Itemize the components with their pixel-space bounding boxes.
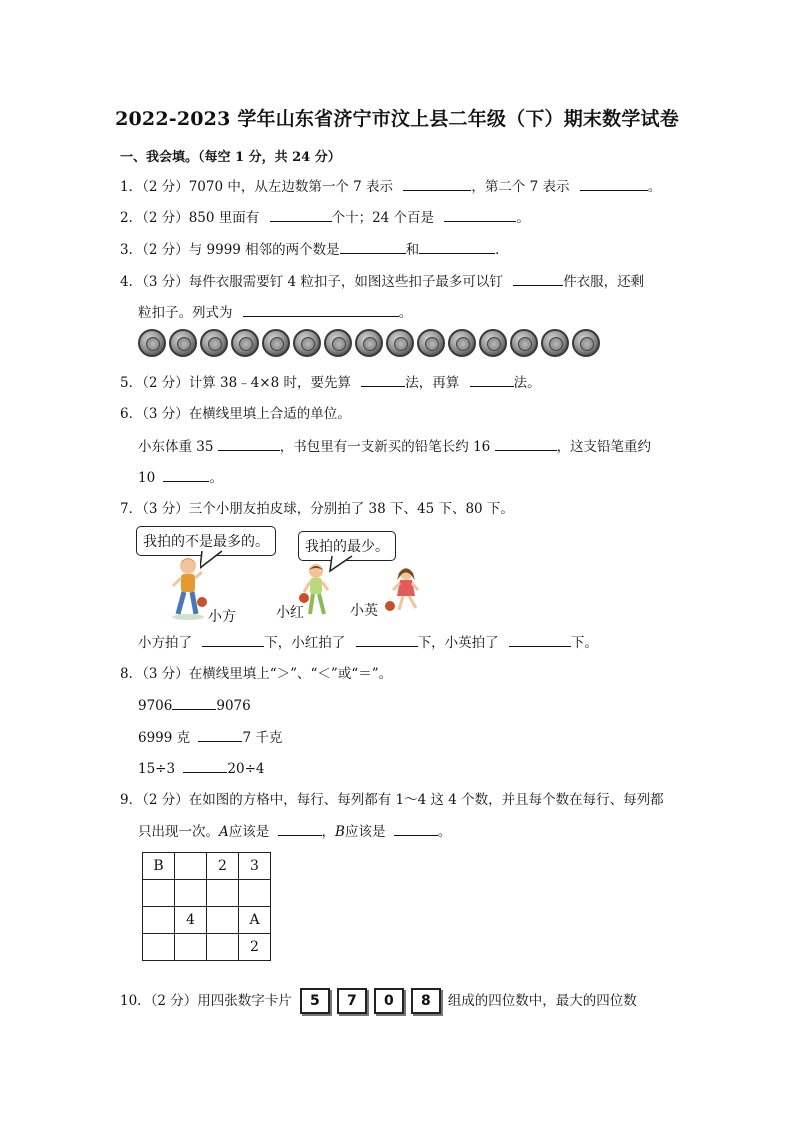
q4-text-3: 粒扣子。列式为	[138, 305, 233, 321]
q2-text: 2．（2 分）850 里面有	[120, 210, 260, 226]
grid-cell: 2	[207, 853, 239, 880]
answer-blank[interactable]	[198, 729, 242, 742]
digit-card: 0	[374, 988, 404, 1014]
q5-text: 5．（2 分）计算 38﹣4×8 时，要先算	[120, 375, 351, 391]
answer-blank[interactable]	[580, 178, 648, 191]
girl-with-ball-icon	[384, 566, 424, 614]
button-coin-icon	[479, 329, 507, 357]
button-coin-icon	[541, 329, 569, 357]
q1-text: 1．（2 分）7070 中，从左边数第一个 7 表示	[120, 179, 394, 195]
answer-blank[interactable]	[172, 697, 216, 710]
compare-right: 20÷4	[227, 761, 265, 777]
number-grid	[142, 852, 271, 961]
q5-text-3: 法。	[513, 375, 541, 391]
grid-cell: B	[143, 853, 175, 880]
grid-cell	[207, 907, 239, 934]
q4-text-2: 件衣服，还剩	[563, 274, 645, 290]
button-coin-icon	[200, 329, 228, 357]
q9-text-3: 应该是	[344, 824, 386, 840]
question-10	[120, 988, 637, 1014]
q6-text-3: ，这支铅笔重约	[556, 439, 652, 455]
compare-row-3	[138, 760, 264, 777]
digit-card: 7	[337, 988, 367, 1014]
q7-text-3: 下，小英拍了	[417, 635, 499, 651]
grid-cell	[143, 934, 175, 961]
question-6-line3	[138, 469, 223, 486]
q2-text-3: 。	[516, 210, 530, 226]
q1-text-3: 。	[647, 179, 662, 195]
q3-text-3: ．	[495, 242, 509, 258]
digit-card: 5	[300, 988, 330, 1014]
q3-text: 3．（2 分）与 9999 相邻的两个数是	[120, 242, 340, 258]
grid-cell	[175, 853, 207, 880]
button-coin-icon	[355, 329, 383, 357]
answer-blank[interactable]	[218, 438, 280, 451]
digit-cards	[300, 988, 448, 1014]
q7-text-2: 下，小红拍了	[264, 635, 346, 651]
q2-text-2: 个十；24 个百是	[331, 210, 435, 226]
answer-blank[interactable]	[509, 634, 571, 647]
q6-text: 小东体重 35	[138, 439, 214, 455]
question-2	[120, 209, 530, 226]
page-title: 2022-2023 学年山东省济宁市汶上县二年级（下）期末数学试卷	[115, 108, 679, 130]
grid-cell	[207, 880, 239, 907]
answer-blank[interactable]	[243, 304, 399, 317]
button-coin-icon	[386, 329, 414, 357]
compare-left: 15÷3	[138, 761, 176, 777]
answer-blank[interactable]	[513, 273, 563, 286]
question-6: 6．（3 分）在横线里填上合适的单位。	[120, 406, 351, 422]
q6-text-2: ，书包里有一支新买的铅笔长约 16	[279, 439, 491, 455]
q4-text-4: 。	[398, 305, 413, 321]
q7-text-4: 下。	[570, 635, 598, 651]
answer-blank[interactable]	[444, 209, 516, 222]
q9-var-a: A	[219, 824, 229, 840]
compare-right: 7 千克	[242, 730, 283, 746]
grid-cell: A	[239, 907, 271, 934]
button-coin-icon	[510, 329, 538, 357]
question-4-line2	[138, 304, 412, 321]
compare-row-1	[138, 697, 251, 714]
answer-blank[interactable]	[340, 241, 406, 254]
answer-blank[interactable]	[361, 374, 405, 387]
compare-left: 6999 克	[138, 730, 191, 746]
button-coin-icon	[293, 329, 321, 357]
question-3	[120, 241, 509, 258]
q5-text-2: 法，再算	[405, 375, 460, 391]
grid-cell	[143, 907, 175, 934]
button-coin-icon	[572, 329, 600, 357]
button-coin-icon	[231, 329, 259, 357]
answer-blank[interactable]	[394, 823, 438, 836]
answer-blank[interactable]	[183, 760, 227, 773]
answer-blank[interactable]	[419, 241, 495, 254]
compare-right: 9076	[216, 698, 251, 714]
speech-bubble-1: 我拍的不是最多的。	[136, 526, 276, 556]
button-coin-icon	[417, 329, 445, 357]
answer-blank[interactable]	[470, 374, 514, 387]
question-9-line2: 只出现一次。A应该是 ，B应该是 。	[138, 824, 452, 840]
q6-text-4: 10	[138, 470, 156, 486]
compare-row-2	[138, 729, 282, 746]
q9-var-b: B	[335, 824, 345, 840]
answer-blank[interactable]	[278, 823, 322, 836]
answer-blank[interactable]	[495, 438, 557, 451]
q3-text-2: 和	[405, 242, 420, 258]
button-coin-icon	[448, 329, 476, 357]
boy-bouncing-ball-icon	[168, 556, 212, 620]
q10-text: 10．（2 分）用四张数字卡片	[120, 993, 292, 1009]
child-name-label: 小英	[350, 603, 378, 619]
question-9: 9．（2 分）在如图的方格中，每行、每列都有 1～4 这 4 个数，并且每个数在每行、每列都	[120, 792, 664, 808]
q9-text: 只出现一次。	[138, 824, 219, 840]
grid-cell: 2	[239, 934, 271, 961]
buttons-illustration	[138, 329, 600, 357]
q4-text: 4．（3 分）每件衣服需要钉 4 粒扣子，如图这些扣子最多可以钉	[120, 274, 503, 290]
grid-cell	[239, 880, 271, 907]
question-6-line2	[138, 438, 651, 455]
answer-blank[interactable]	[202, 634, 264, 647]
q10-text-2: 组成的四位数中，最大的四位数	[447, 993, 637, 1009]
compare-left: 9706	[138, 698, 173, 714]
button-coin-icon	[324, 329, 352, 357]
q6-text-5: 。	[209, 470, 223, 486]
bubble-tail-icon	[328, 555, 368, 575]
grid-cell: 3	[239, 853, 271, 880]
q7-text: 小方拍了	[138, 635, 192, 651]
question-7: 7．（3 分）三个小朋友拍皮球，分别拍了 38 下、45 下、80 下。	[120, 501, 514, 517]
question-7-answers	[138, 634, 598, 651]
child-name-label: 小方	[208, 609, 236, 625]
grid-cell	[175, 880, 207, 907]
button-coin-icon	[138, 329, 166, 357]
question-8: 8．（3 分）在横线里填上“＞”、“＜”或“＝”。	[120, 666, 393, 682]
question-1	[120, 178, 661, 195]
speech-bubble-2: 我拍的最少。	[298, 531, 396, 561]
q9-text-4: 。	[437, 824, 452, 840]
digit-card: 8	[411, 988, 441, 1014]
q1-text-2: ，第二个 7 表示	[471, 179, 570, 195]
answer-blank[interactable]	[163, 469, 209, 482]
child-name-label: 小红	[276, 605, 304, 621]
grid-cell	[175, 934, 207, 961]
answer-blank[interactable]	[356, 634, 418, 647]
q9-text-2: 应该是	[228, 824, 270, 840]
question-5	[120, 374, 541, 391]
grid-cell	[207, 934, 239, 961]
grid-cell	[143, 880, 175, 907]
question-4	[120, 273, 644, 290]
answer-blank[interactable]	[403, 178, 471, 191]
button-coin-icon	[169, 329, 197, 357]
section-heading: 一、我会填。（每空 1 分，共 24 分）	[120, 150, 341, 165]
answer-blank[interactable]	[270, 209, 332, 222]
grid-cell: 4	[175, 907, 207, 934]
button-coin-icon	[262, 329, 290, 357]
